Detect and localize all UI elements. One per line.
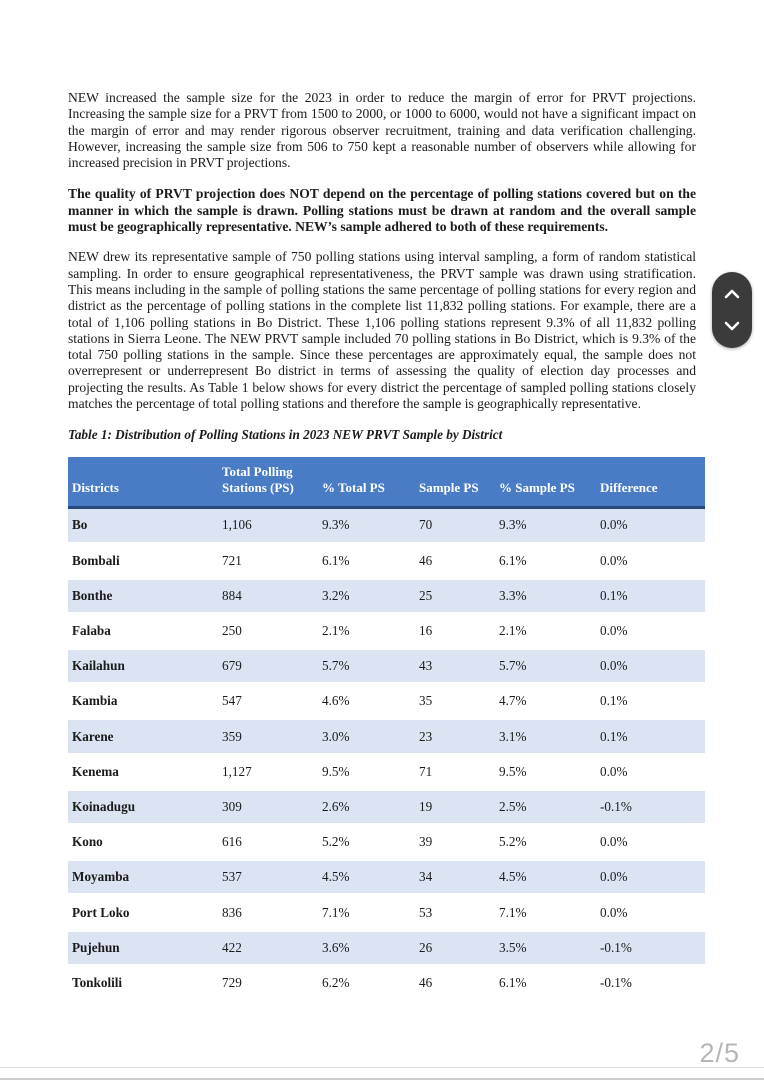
scroll-up-button[interactable] [717, 281, 747, 307]
table-header-cell: Total Polling Stations (PS) [222, 464, 294, 495]
table-cell-district: Pujehun [72, 939, 120, 955]
table-row [68, 509, 705, 544]
table-cell: 836 [222, 904, 242, 920]
table-row [68, 826, 705, 861]
table-cell: 0.0% [600, 517, 628, 533]
table-cell: 3.1% [499, 728, 527, 744]
table-header-cell: Districts [72, 479, 119, 495]
polling-stations-table [68, 457, 705, 1002]
table-cell: 309 [222, 798, 242, 814]
table-header-cell: % Sample PS [499, 479, 575, 495]
table-row [68, 615, 705, 650]
table-cell-district: Kailahun [72, 658, 125, 674]
table-header-cell: % Total PS [322, 479, 385, 495]
table-cell: 35 [419, 693, 433, 709]
table-cell: 19 [419, 798, 433, 814]
table-cell-district: Bo [72, 517, 88, 533]
table-cell: 2.5% [499, 798, 527, 814]
table-cell: 34 [419, 869, 433, 885]
chevron-down-icon [724, 321, 740, 331]
chevron-up-icon [724, 289, 740, 299]
table-cell-district: Moyamba [72, 869, 130, 885]
table-cell-district: Koinadugu [72, 798, 136, 814]
table-row [68, 756, 705, 791]
table-cell: 70 [419, 517, 433, 533]
table-cell: 4.5% [499, 869, 527, 885]
table-cell: 0.0% [600, 904, 628, 920]
table-cell: 25 [419, 587, 433, 603]
paragraph-prvt-quality: The quality of PRVT projection does NOT depend on the percentage of polling stations covered but on the manner in which the sample is drawn. Polling stations must be drawn at random and the overall sample must be geographically representative. NEW’s sample adhered to both of these requirements. [68, 186, 696, 235]
table-cell: 43 [419, 658, 433, 674]
table-cell: -0.1% [600, 798, 632, 814]
table-cell: 729 [222, 974, 242, 990]
table-cell-district: Falaba [72, 623, 111, 638]
table-cell: 39 [419, 834, 433, 850]
scroll-control [712, 272, 752, 348]
table-header-row [68, 457, 705, 509]
table-cell: 0.1% [600, 728, 628, 744]
table-cell: 0.0% [600, 552, 628, 568]
table-cell: 537 [222, 869, 242, 885]
table-cell: 9.3% [322, 517, 350, 533]
table-cell: -0.1% [600, 939, 632, 955]
table-cell: 0.0% [600, 834, 628, 850]
table-cell: 0.0% [600, 658, 628, 674]
table-row [68, 720, 705, 755]
table-cell: 0.1% [600, 587, 628, 603]
table-body [68, 509, 705, 1002]
table-cell: 3.6% [322, 939, 350, 955]
table-cell: 4.6% [322, 693, 350, 709]
table-row [68, 932, 705, 967]
table-row [68, 580, 705, 615]
table-cell-district: Port Loko [72, 904, 130, 920]
table-cell: 3.0% [322, 728, 350, 744]
table-cell-district: Kambia [72, 693, 118, 709]
table-cell: 250 [222, 623, 242, 638]
table-cell: 5.7% [322, 658, 350, 674]
paragraph-sampling-method: NEW drew its representative sample of 750 polling stations using interval sampling, a form of random statistical sampling. In order to ensure geographical representativeness, the PRVT sample was drawn using stratification. This means including in the sample of polling stations the same percentage of polling stations for every region and district as the percentage of polling stations in the complete list 11,832 polling stations. For example, there are a total of 1,106 polling stations in Bo District. These 1,106 polling stations represent 9.3% of all 11,832 polling stations in Sierra Leone. The NEW PRVT sample included 70 polling stations in Bo District, which is 9.3% of the total 750 polling stations in the sample. Since these percentages are approximately equal, the sample does not overrepresent or underrepresent Bo district in terms of assessing the quality of election day processes and projecting the results. As Table 1 below shows for every district the percentage of sampled polling stations closely matches the percentage of total polling stations and therefore the sample is geographically representative. [68, 249, 696, 412]
table-cell: 4.7% [499, 693, 527, 709]
table-cell: 6.1% [499, 552, 527, 568]
table-cell: 3.5% [499, 939, 527, 955]
table-cell: 1,106 [222, 517, 252, 533]
table-cell-district: Kenema [72, 763, 119, 779]
bottom-divider [0, 1067, 764, 1068]
table-cell: 9.5% [499, 763, 527, 779]
scroll-down-button[interactable] [717, 313, 747, 339]
table-cell: 616 [222, 834, 242, 850]
table-cell: 53 [419, 904, 433, 920]
table-cell: 7.1% [499, 904, 527, 920]
table-cell-district: Tonkolili [72, 974, 123, 990]
table-cell-district: Bombali [72, 552, 120, 568]
table-cell: 3.3% [499, 587, 527, 603]
table-cell: 0.0% [600, 623, 628, 638]
table-cell: 6.2% [322, 974, 350, 990]
table-cell: 0.1% [600, 693, 628, 709]
table-cell: 3.2% [322, 587, 350, 603]
table-cell: 422 [222, 939, 242, 955]
table-cell: 2.1% [322, 623, 350, 638]
table-cell: 2.1% [499, 623, 527, 638]
table-cell: 2.6% [322, 798, 350, 814]
page-indicator: 2/5 [699, 1038, 740, 1068]
table-cell: 5.2% [322, 834, 350, 850]
table-cell: 5.7% [499, 658, 527, 674]
table-cell: 23 [419, 728, 433, 744]
table-cell: 46 [419, 552, 433, 568]
table-cell: 46 [419, 974, 433, 990]
table-header-cell: Sample PS [419, 479, 479, 495]
table-cell: 6.1% [499, 974, 527, 990]
table-row [68, 650, 705, 685]
table-cell: 9.3% [499, 517, 527, 533]
table-cell: 884 [222, 587, 242, 603]
table-row [68, 545, 705, 580]
table-cell: 71 [419, 763, 433, 779]
table-header-cell: Difference [600, 479, 658, 495]
table-cell: -0.1% [600, 974, 632, 990]
table-cell: 7.1% [322, 904, 350, 920]
table-cell: 4.5% [322, 869, 350, 885]
table-cell: 0.0% [600, 763, 628, 779]
table-row [68, 791, 705, 826]
table-row [68, 861, 705, 896]
table-cell-district: Kono [72, 834, 103, 850]
table-row [68, 896, 705, 931]
table-cell-district: Karene [72, 728, 114, 744]
paragraph-sample-size: NEW increased the sample size for the 2023 in order to reduce the margin of error for PRVT projections. Increasing the sample size for a PRVT from 1500 to 2000, or 1000 to 6000, would not have a significant impact on the margin of error and may render rigorous observer recruitment, training and data verification challenging. However, increasing the sample size from 506 to 750 kept a reasonable number of observers while allowing for increased precision in PRVT projections. [68, 90, 696, 171]
table-cell: 0.0% [600, 869, 628, 885]
table-cell: 721 [222, 552, 242, 568]
table-row [68, 685, 705, 720]
table-row [68, 967, 705, 1002]
table-cell: 679 [222, 658, 242, 674]
table-cell: 6.1% [322, 552, 350, 568]
table-cell: 16 [419, 623, 433, 638]
table-caption: Table 1: Distribution of Polling Stations in 2023 NEW PRVT Sample by District [68, 427, 503, 443]
table-cell: 5.2% [499, 834, 527, 850]
table-cell-district: Bonthe [72, 587, 113, 603]
table-cell: 9.5% [322, 763, 350, 779]
table-cell: 359 [222, 728, 242, 744]
table-cell: 547 [222, 693, 242, 709]
table-cell: 26 [419, 939, 433, 955]
table-cell: 1,127 [222, 763, 252, 779]
